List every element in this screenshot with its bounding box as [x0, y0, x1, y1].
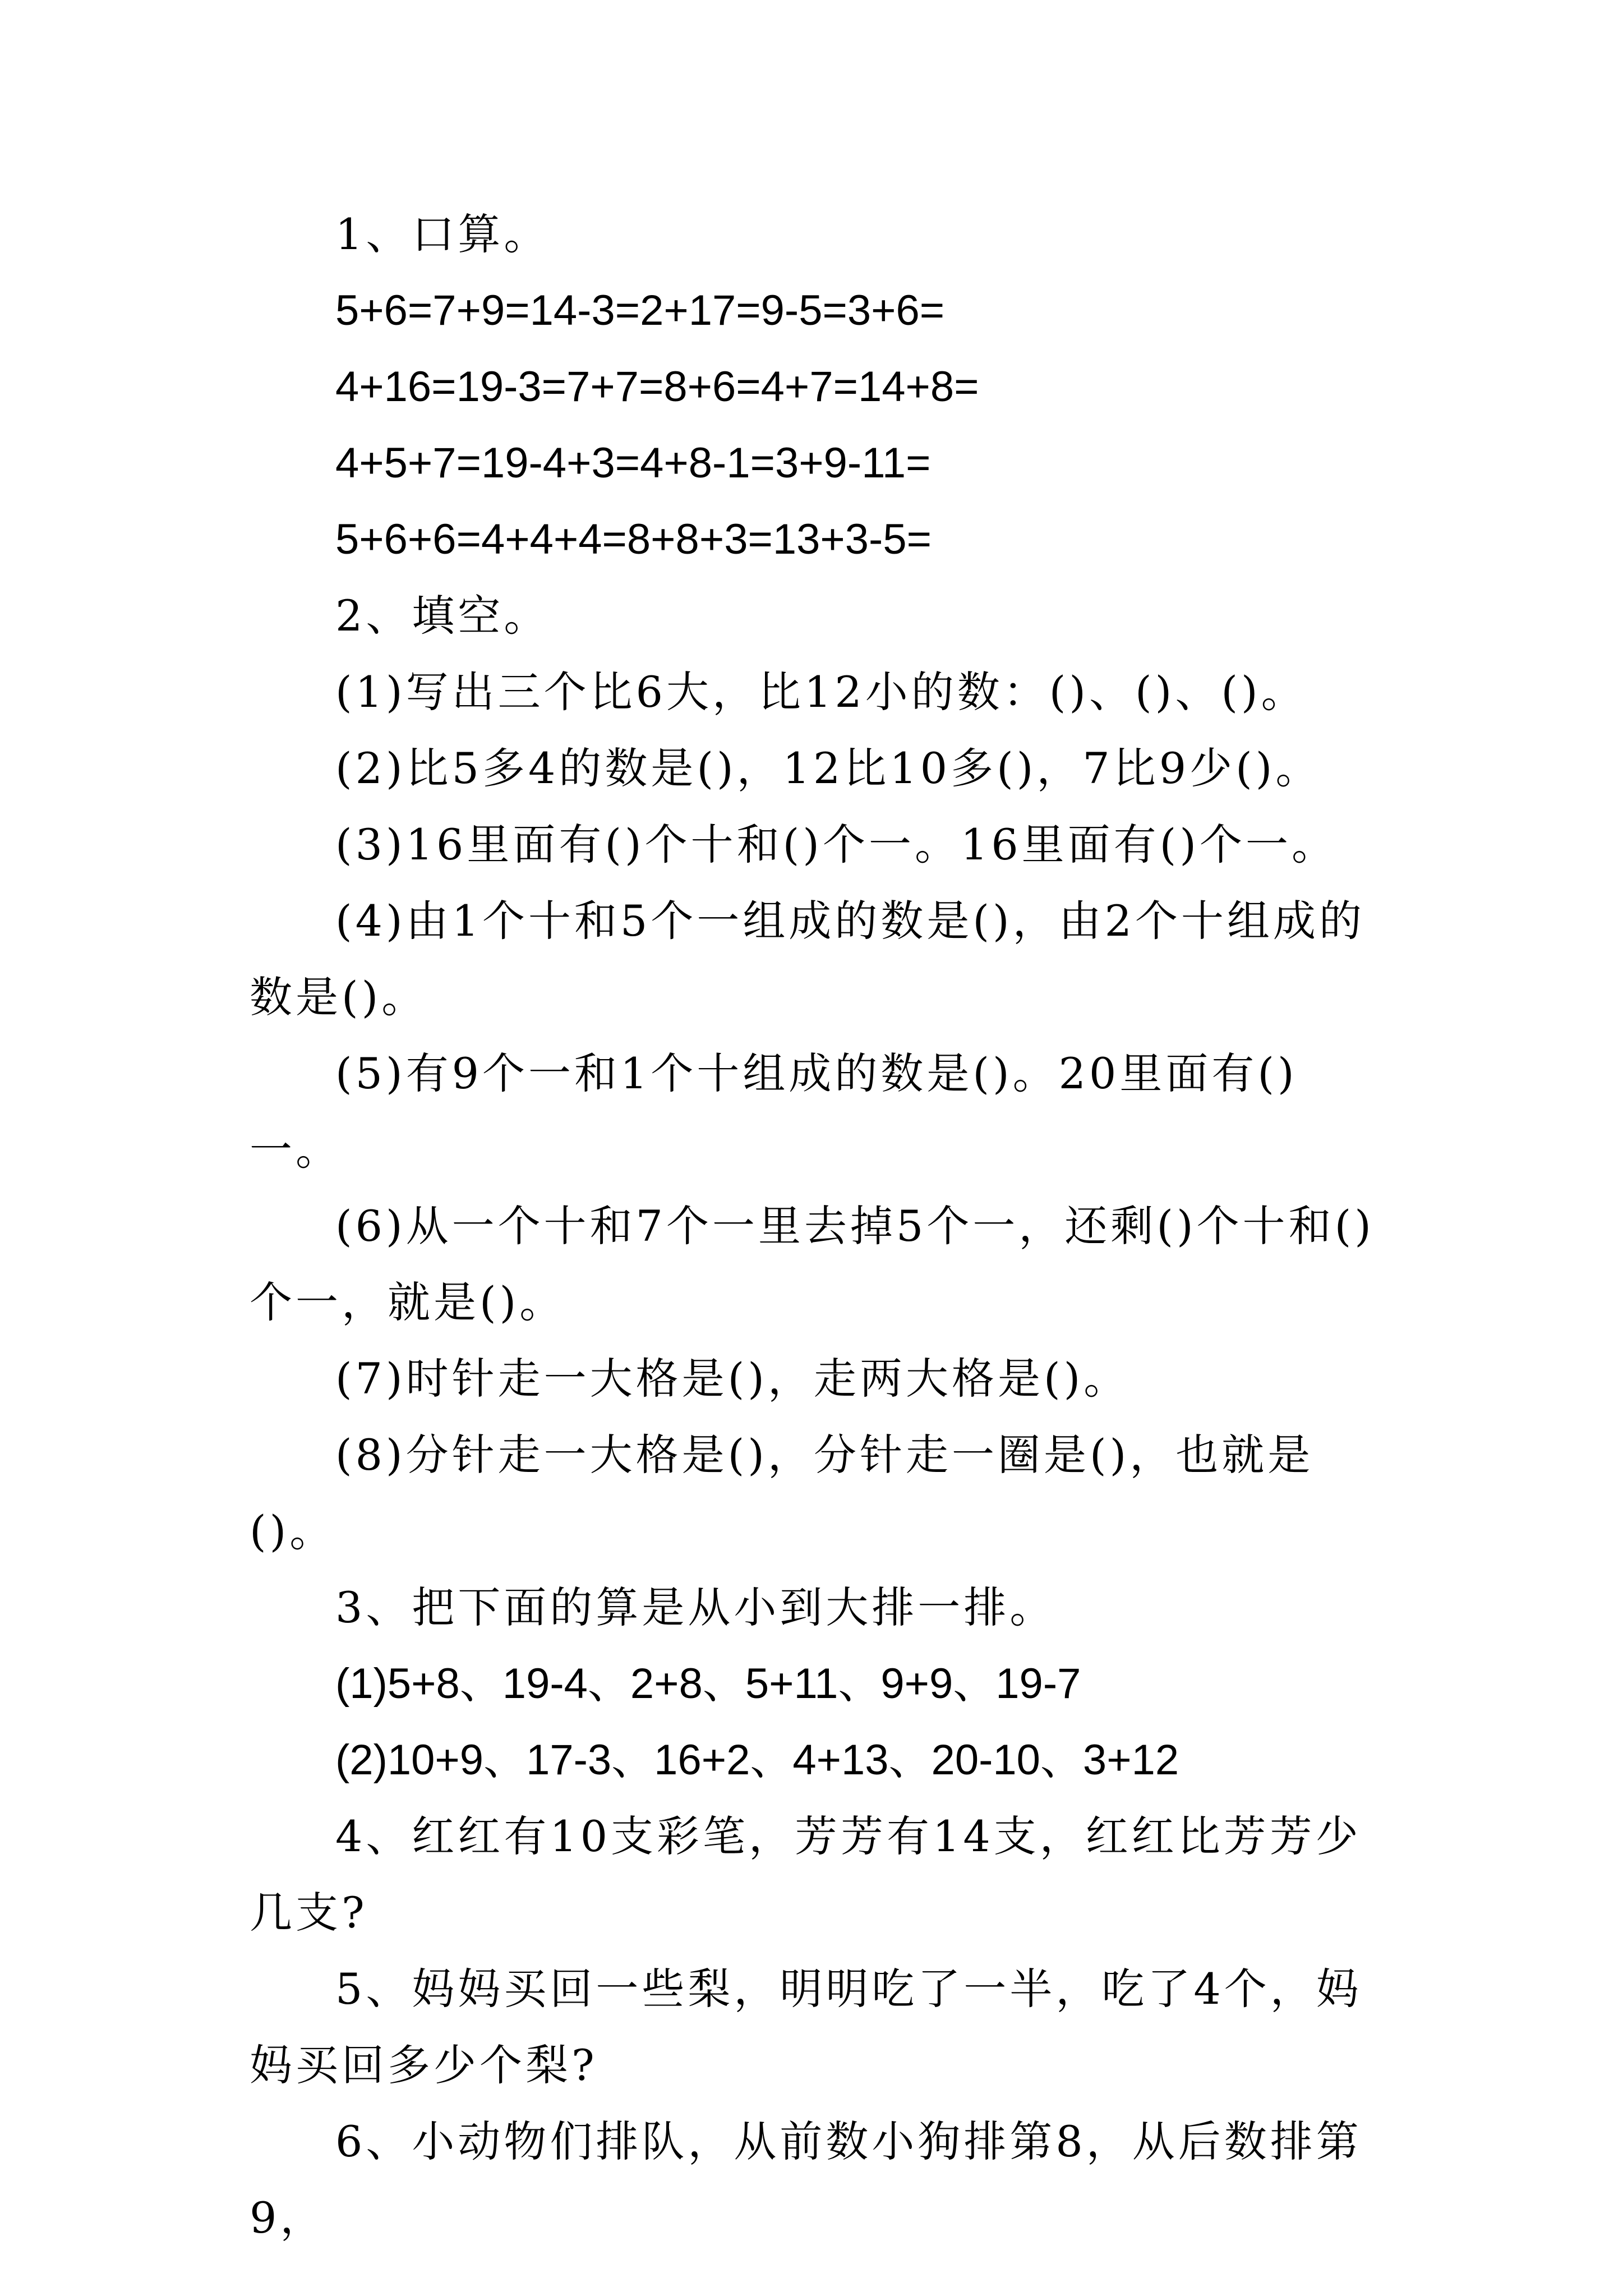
- document-body: [250, 196, 1382, 2256]
- fill-blank-5: (5)有9个一和1个十组成的数是()。20里面有()一。: [250, 1048, 1298, 1175]
- ordering-set-1: (1)5+8、19-4、2+8、5+11、9+9、19-7: [335, 1660, 1081, 1708]
- question-3-title: 3、把下面的算是从小到大排一排。: [335, 1582, 1056, 1632]
- question-5: 5、妈妈买回一些梨，明明吃了一半，吃了4个，妈妈买回多少个梨?: [250, 1964, 1362, 2090]
- fill-blank-7: (7)时针走一大格是()，走两大格是()。: [335, 1354, 1130, 1404]
- question-4: 4、红红有10支彩笔，芳芳有14支，红红比芳芳少几支?: [250, 1811, 1362, 1938]
- mental-math-row-3: 4+5+7=19-4+3=4+8-1=3+9-11=: [335, 439, 931, 487]
- fill-blank-4: (4)由1个十和5个一组成的数是()，由2个十组成的数是()。: [250, 896, 1366, 1022]
- question-1-title: 1、口算。: [335, 209, 550, 259]
- fill-blank-8: (8)分针走一大格是()，分针走一圈是()，也就是()。: [250, 1430, 1314, 1556]
- mental-math-row-4: 5+6+6=4+4+4=8+8+3=13+3-5=: [335, 516, 932, 563]
- fill-blank-6: (6)从一个十和7个一里去掉5个一，还剩()个十和()个一，就是()。: [250, 1201, 1375, 1327]
- ordering-set-2: (2)10+9、17-3、16+2、4+13、20-10、3+12: [335, 1736, 1179, 1784]
- fill-blank-2: (2)比5多4的数是()，12比10多()，7比9少()。: [335, 743, 1322, 793]
- fill-blank-1: (1)写出三个比6大，比12小的数：()、()、()。: [335, 667, 1307, 717]
- question-2-title: 2、填空。: [335, 591, 550, 641]
- question-6: 6、小动物们排队，从前数小狗排第8，从后数排第9，: [250, 2116, 1362, 2243]
- fill-blank-3: (3)16里面有()个十和()个一。16里面有()个一。: [335, 820, 1338, 869]
- mental-math-row-2: 4+16=19-3=7+7=8+6=4+7=14+8=: [335, 363, 979, 411]
- mental-math-row-1: 5+6=7+9=14-3=2+17=9-5=3+6=: [335, 287, 945, 334]
